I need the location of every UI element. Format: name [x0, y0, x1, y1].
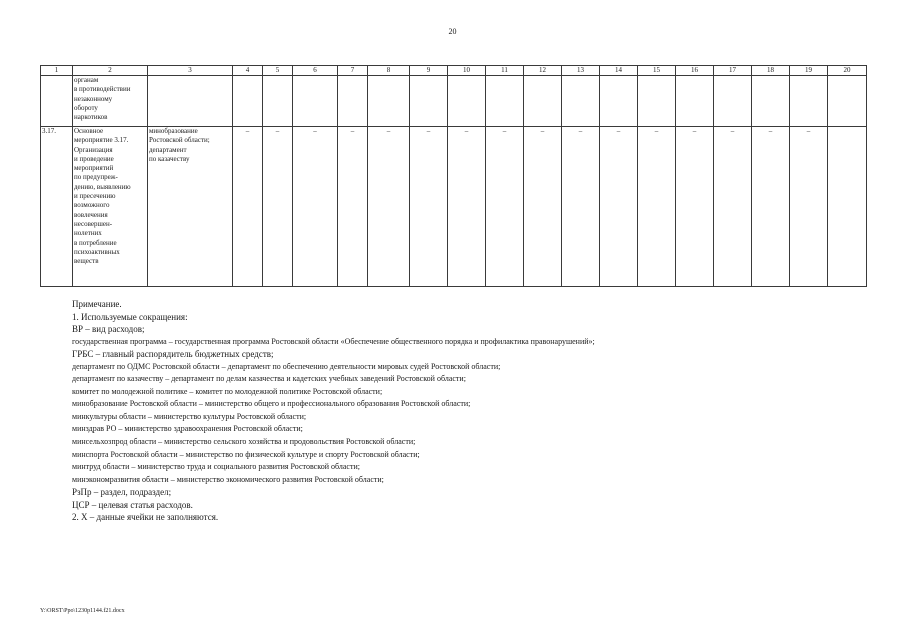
header-cell: 10	[448, 66, 486, 76]
abbreviation-line: ВР – вид расходов;	[72, 324, 145, 335]
abbreviation-line: минобразование Ростовской области – министерство общего и профессионального образования Ростовской области;	[72, 399, 471, 409]
dash-cell: –	[600, 127, 638, 287]
description-line: по предупреж-	[74, 173, 118, 182]
expenditure-table	[40, 65, 867, 287]
description-line: и пресечению	[74, 192, 116, 201]
header-cell: 8	[368, 66, 410, 76]
abbreviation-line: департамент по казачеству – департамент по делам казачества и кадетских учебных заведений Ростовской области;	[72, 374, 466, 384]
description-line: и проведение	[74, 154, 114, 163]
header-cell: 2	[73, 66, 148, 76]
table-header-row	[41, 66, 867, 76]
abbreviation-line: ГРБС – главный распорядитель бюджетных средств;	[72, 349, 274, 360]
header-cell: 13	[562, 66, 600, 76]
dash-cell: –	[714, 127, 752, 287]
header-cell: 11	[486, 66, 524, 76]
description-line: Организация	[74, 145, 113, 154]
description-line: обороту	[74, 103, 98, 112]
abbreviation-line: департамент по ОДМС Ростовской области – департамент по обеспечению деятельности мировых судей Ростовской области;	[72, 361, 501, 371]
description-line: незаконному	[74, 94, 113, 103]
dash-cell: –	[524, 127, 562, 287]
row-number-cell: 3.17.	[41, 127, 73, 287]
description-line: Основное	[74, 127, 104, 135]
dash-cell: –	[638, 127, 676, 287]
header-cell: 16	[676, 66, 714, 76]
description-line: в потребление	[74, 238, 117, 247]
table-row-continued	[41, 76, 867, 127]
header-cell: 3	[148, 66, 233, 76]
description-line: мероприятие 3.17.	[74, 136, 129, 145]
abbreviation-line: минэкономразвития области – министерство экономического развития Ростовской области;	[72, 474, 384, 484]
header-cell: 7	[338, 66, 368, 76]
description-cell	[73, 76, 148, 127]
dash-cell: –	[790, 127, 828, 287]
header-cell: 6	[293, 66, 338, 76]
abbreviation-line: минкультуры области – министерство культуры Ростовской области;	[72, 411, 307, 421]
abbreviation-line: минтруд области – министерство труда и социального развития Ростовской области;	[72, 462, 360, 472]
dash-cell: –	[410, 127, 448, 287]
dash-cell: –	[338, 127, 368, 287]
header-cell: 12	[524, 66, 562, 76]
dash-cell: –	[562, 127, 600, 287]
header-cell: 17	[714, 66, 752, 76]
footer-file-path: Y:\ORST\Ppo\1230p1144.f21.docx	[40, 608, 125, 614]
dash-cell: –	[263, 127, 293, 287]
description-line: в противодействии	[74, 85, 131, 94]
executor-line: по казачеству	[149, 154, 190, 163]
description-line: психоактивных	[74, 247, 120, 256]
notes-section	[72, 298, 872, 524]
executor-cell	[148, 127, 233, 287]
executor-line: Ростовской области;	[149, 136, 210, 145]
description-line: несовершен-	[74, 219, 113, 228]
description-line: веществ	[74, 257, 99, 266]
dash-cell: –	[486, 127, 524, 287]
abbreviation-line: ЦСР – целевая статья расходов.	[72, 499, 193, 510]
page-number: 20	[448, 27, 457, 36]
description-line: нолетних	[74, 229, 102, 238]
header-cell: 4	[233, 66, 263, 76]
abbreviation-line: РзПр – раздел, подраздел;	[72, 487, 172, 498]
header-cell: 1	[41, 66, 73, 76]
abbreviation-line: государственная программа – государственная программа Ростовской области «Обеспечение общественного порядка и профилактика правонарушений»;	[72, 336, 595, 346]
description-line: возможного	[74, 201, 110, 210]
header-cell: 9	[410, 66, 448, 76]
notes-item-1: 1. Используемые сокращения:	[72, 311, 188, 322]
header-cell: 5	[263, 66, 293, 76]
abbreviation-line: минздрав РО – министерство здравоохранения Ростовской области;	[72, 424, 303, 434]
dash-cell: –	[752, 127, 790, 287]
table-row-3-17	[41, 127, 867, 287]
description-cell	[73, 127, 148, 287]
header-cell: 20	[828, 66, 867, 76]
header-cell: 14	[600, 66, 638, 76]
header-cell: 15	[638, 66, 676, 76]
notes-title: Примечание.	[72, 299, 122, 309]
dash-cell: –	[676, 127, 714, 287]
header-cell: 19	[790, 66, 828, 76]
description-line: вовлечения	[74, 210, 108, 219]
dash-cell: –	[233, 127, 263, 287]
abbreviation-line: минспорта Ростовской области – министерство по физической культуре и спорту Ростовской области;	[72, 449, 420, 459]
header-cell: 18	[752, 66, 790, 76]
description-line: наркотиков	[74, 113, 108, 122]
dash-cell: –	[368, 127, 410, 287]
notes-item-2: 2. Х – данные ячейки не заполняются.	[72, 512, 219, 523]
dash-cell: –	[448, 127, 486, 287]
executor-line: департамент	[149, 145, 187, 154]
description-line: органам	[74, 76, 99, 84]
abbreviation-line: минсельхозпрод области – министерство сельского хозяйства и продовольствия Ростовской области;	[72, 437, 416, 447]
row-number-cell	[41, 76, 73, 127]
description-line: дению, выявлению	[74, 182, 131, 191]
dash-cell: –	[293, 127, 338, 287]
abbreviation-line: комитет по молодежной политике – комитет по молодежной политике Ростовской области;	[72, 386, 383, 396]
executor-cell	[148, 76, 233, 127]
description-line: мероприятий	[74, 164, 114, 173]
executor-line: минобразование	[149, 127, 198, 135]
